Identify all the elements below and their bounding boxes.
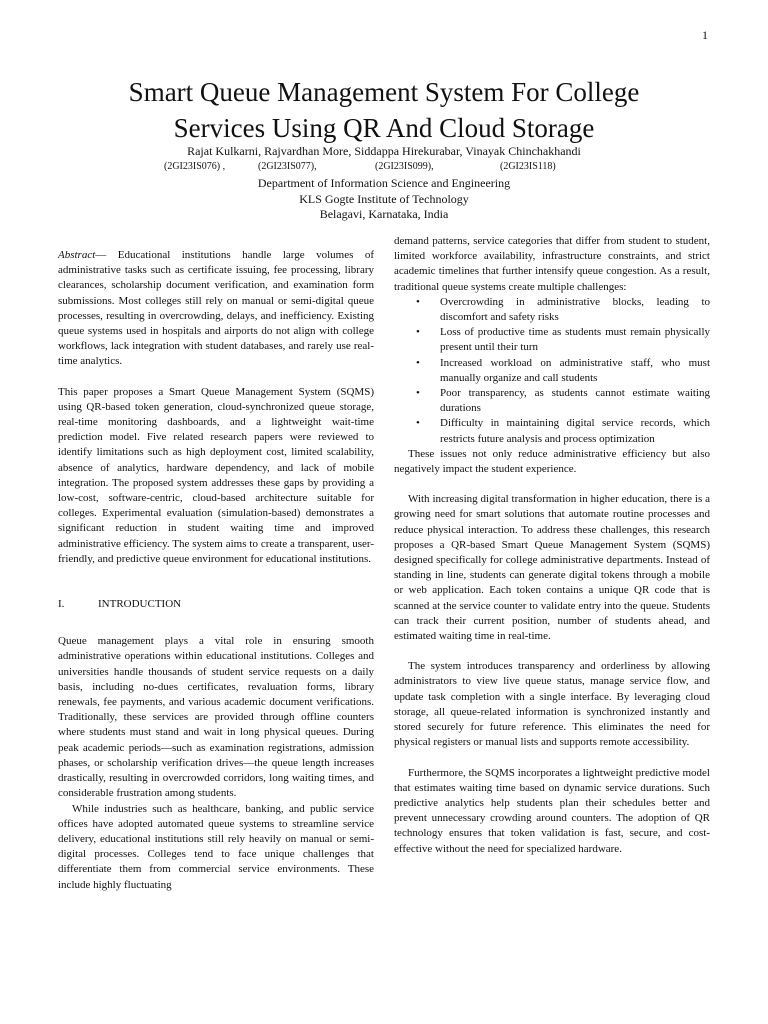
affiliation [60,176,708,223]
abstract-paragraph-2: This paper proposes a Smart Queue Management System (SQMS) using QR-based token generation, cloud-synchronized queue storage, real-time monitoring dashboards, and a lightweight wait-time prediction model. Five related research papers were reviewed to identify limitations such as high deployment cost, limited scalability, absence of analytics, hardware dependency, and lack of mobile integration. The proposed system addresses these gaps by providing a low-cost, software-centric, cloud-based architecture suitable for colleges. Experimental evaluation (simulation-based) demonstrates a significant reduction in student waiting time and improved administrative efficiency. The system aims to create a transparent, user-friendly, and predictive queue environment for educational institutions. [58,385,374,565]
list-item: • Overcrowding in administrative blocks, leading to discomfort and safety risks [416,295,710,324]
abstract-paragraph-1 [58,248,374,370]
affiliation-location: Belagavi, Karnataka, India [319,207,449,221]
bullet-icon: • [416,295,420,308]
author-id-2: (2GI23IS077), [258,161,317,172]
section-number: I. [58,598,65,611]
list-item: • Difficulty in maintaining digital service records, which restricts future analysis and process optimization [416,417,710,445]
author-id-1: (2GI23IS076) , [164,161,226,172]
title-line-2: Services Using QR And Cloud Storage [173,113,595,144]
list-item: • Increased workload on administrative staff, who must manually organize and call students [416,356,710,384]
abstract-text-1: — Educational institutions handle large volumes of administrative tasks such as certificate issuing, fee processing, library clearances, scholarship document verification, and examination form submissions. Most colleges still rely on manual or semi-digital queue processes, resulting in overcrowding, delays, and inefficiency. Existing queue systems used in hospitals and airports do not align with college workflows, lack integration with student databases, and rarely use real-time analytics. [58,249,374,368]
left-column [58,248,374,893]
page-number: 1 [702,28,708,42]
affiliation-institute: KLS Gogte Institute of Technology [299,191,469,206]
right-paragraph-2: These issues not only reduce administrative efficiency but also negatively impact the student experience. [394,447,710,476]
right-paragraph-1: demand patterns, service categories that differ from student to student, limited workforce availability, infrastructure constraints, and strict academic timelines that further intensify queue congestion. As a result, traditional queue systems create multiple challenges: [394,235,710,293]
intro-paragraph-1: Queue management plays a vital role in ensuring smooth administrative operations within educational institutions. Colleges and universities handle thousands of student service requests on a daily basis, including no-dues certificates, revaluation forms, library renewals, fee payments, and various academic document verifications. Traditionally, these services are provided through offline counters where students must stand and wait in long physical queues. During peak academic periods—such as examination registrations, admission phases, or scholarship verification drives—the queue length increases drastically, resulting in overcrowded corridors, long waiting times, and considerable frustration among students. [58,635,374,800]
paper-title [60,74,708,146]
right-paragraph-4: The system introduces transparency and orderliness by allowing administrators to view live queue status, manage service flow, and update task completion with a single interface. By leveraging cloud storage, all queue-related information is synchronized instantly and stored securely for future reference. This eliminates the need for physical registers or manual lists and supports remote accessibility. [394,660,710,749]
bullet-icon: • [416,356,420,369]
section-heading [58,597,374,612]
bullet-icon: • [416,417,420,430]
author-id-4: (2GI23IS118) [500,161,556,172]
right-paragraph-3: With increasing digital transformation in higher education, there is a growing need for smart solutions that automate routine processes and reduce physical interaction. To address these challenges, this research proposes a QR-based Smart Queue Management System (SQMS) designed specifically for college administrative departments. Instead of standing in line, students can generate digital tokens through a mobile or web application. Each token contains a unique QR code that is scanned at the service counter to validate entry into the queue. Students can track their current position, number of students ahead, and estimated waiting time in real-time. [394,493,710,643]
author-id-3: (2GI23IS099), [375,161,434,172]
right-paragraph-5: Furthermore, the SQMS incorporates a lightweight predictive model that estimates waiting time based on dynamic service durations. Such predictive analytics help students plan their schedules better and prevent unnecessary crowding around counters. The adoption of QR technology ensures that token validation is fast, secure, and cost-effective without the need for specialized hardware. [394,766,710,855]
list-item: • Poor transparency, as students cannot estimate waiting durations [416,387,710,415]
list-item: • Loss of productive time as students must remain physically present until their turn [416,326,710,354]
abstract-label: Abstract [58,249,96,261]
affiliation-department: Department of Information Science and Engineering [257,176,511,190]
challenge-list [394,295,710,447]
intro-paragraph-2: While industries such as healthcare, banking, and public service offices have adopted automated queue systems to streamline service delivery, educational institutions still rely heavily on manual or semi-digital processes. Colleges tend to face unique challenges that differentiate them from commercial service environments. These include highly fluctuating [58,802,374,891]
right-column [394,234,710,857]
section-title: INTRODUCTION [98,598,182,611]
author-list: Rajat Kulkarni, Rajvardhan More, Siddappa Hirekurabar, Vinayak Chinchakhandi [187,144,581,158]
bullet-icon: • [416,326,420,339]
bullet-icon: • [416,387,420,400]
title-line-1: Smart Queue Management System For College [128,77,640,108]
